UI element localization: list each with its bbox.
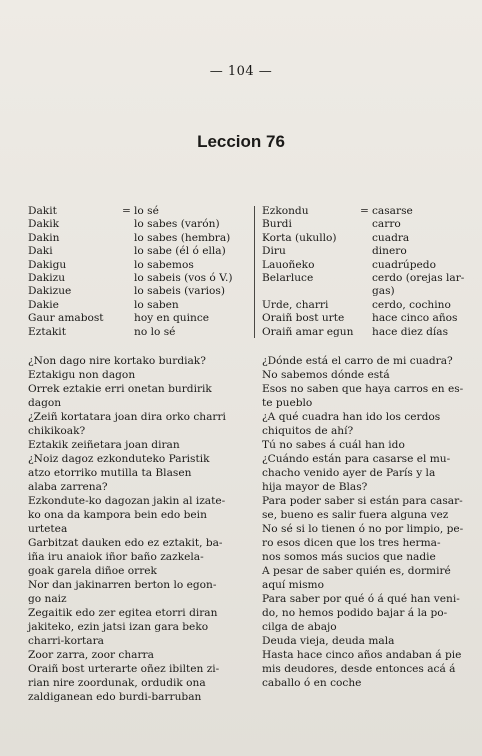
- sentence-line: alaba zarrena?: [28, 481, 108, 493]
- sentence-line: urtetea: [28, 523, 68, 535]
- vocab-row: [28, 299, 248, 312]
- sentence-line: Ezkondute-ko dagozan jakin al izate-: [28, 495, 226, 507]
- sentence: [28, 410, 247, 438]
- vocab-equals: [360, 299, 372, 312]
- vocab-meaning: cerdo (orejas lar-: [372, 272, 465, 285]
- sentence-line: chikikoak?: [28, 425, 86, 437]
- sentence-line: No sé si lo tienen ó no por limpio, pe-: [262, 523, 464, 535]
- sentences-spanish: [262, 354, 472, 690]
- sentence: [28, 494, 247, 536]
- sentence-line: Zoor zarra, zoor charra: [28, 649, 154, 661]
- sentence-line: zaldiganean edo burdi-barruban: [28, 691, 202, 703]
- sentence: [262, 648, 472, 690]
- vocab-row: [262, 205, 472, 218]
- sentence-line: Oraiñ bost urterarte oñez ibilten zi-: [28, 663, 220, 675]
- vocab-equals: [122, 245, 134, 258]
- vocab-meaning: lo saben: [134, 298, 179, 311]
- sentence: [262, 368, 472, 382]
- sentence-line: Para poder saber si están para casar-: [262, 495, 463, 507]
- vocab-term: Dakit: [28, 205, 57, 217]
- sentence-line: do, no hemos podido bajar á la po-: [262, 607, 448, 619]
- sentence-line: ¿Cuándo están para casarse el mu-: [262, 453, 451, 465]
- sentence-line: aquí mismo: [262, 579, 324, 591]
- vocab-row: [28, 272, 248, 285]
- sentence-line: chiquitos de ahí?: [262, 425, 354, 437]
- sentence-line: nos somos más sucios que nadie: [262, 551, 436, 563]
- vocab-meaning: lo sabeis (varios): [134, 285, 225, 298]
- sentence-line: goak garela diñoe orrek: [28, 565, 157, 577]
- sentence: [262, 634, 472, 648]
- vocab-term: Dakizu: [28, 272, 66, 285]
- sentence-line: rian nire zoordunak, ordudik ona: [28, 677, 206, 689]
- sentence-line: ro esos dicen que los tres herma-: [262, 537, 441, 549]
- sentence: [28, 368, 247, 382]
- lesson-title: Leccion 76: [197, 132, 285, 151]
- sentence-line: chacho venido ayer de París y la: [262, 467, 436, 479]
- sentence: [262, 410, 472, 438]
- sentence-line: ¿Noiz dagoz ezkonduteko Paristik: [28, 453, 210, 465]
- vocab-term: [262, 285, 360, 298]
- vocab-meaning: lo sé: [134, 205, 159, 217]
- sentence-line: Deuda vieja, deuda mala: [262, 635, 395, 647]
- sentence-line: Zegaitik edo zer egitea etorri diran: [28, 607, 218, 619]
- vocab-term: Belarluce: [262, 272, 314, 285]
- sentence: [28, 452, 247, 494]
- vocab-row: [28, 218, 248, 231]
- vocab-term: Urde, charri: [262, 298, 329, 311]
- vocab-equals: [122, 218, 134, 231]
- vocab-row: [262, 259, 472, 272]
- vocab-term: Oraiñ amar egun: [262, 325, 354, 338]
- sentence: [262, 452, 472, 494]
- sentence-line: ¿Zeiñ kortatara joan dira orko charri: [28, 411, 226, 423]
- vocab-equals: [122, 299, 134, 312]
- sentence-line: dagon: [28, 397, 62, 409]
- sentence: [28, 648, 247, 662]
- vocab-meaning: hace cinco años: [372, 312, 458, 325]
- sentence-line: hija mayor de Blas?: [262, 481, 368, 493]
- page-number: — 104 —: [209, 64, 273, 79]
- vocab-equals: [360, 245, 372, 258]
- vocab-meaning: lo sabeis (vos ó V.): [134, 272, 233, 285]
- vocab-row: [28, 205, 248, 218]
- vocab-term: Korta (ukullo): [262, 231, 337, 244]
- vocab-meaning: lo sabes (hembra): [134, 231, 231, 244]
- vocab-meaning: hoy en quince: [134, 312, 210, 325]
- vocab-term: Eztakit: [28, 325, 66, 338]
- sentence: [28, 536, 247, 578]
- sentence: [28, 382, 247, 410]
- column-divider: [254, 206, 255, 338]
- vocab-term: Dakizue: [28, 285, 72, 298]
- vocab-term: Dakigu: [28, 258, 67, 271]
- sentence-line: Esos no saben que haya carros en es-: [262, 383, 464, 395]
- vocab-meaning: carro: [372, 218, 401, 231]
- sentence-line: A pesar de saber quién es, dormiré: [262, 565, 451, 577]
- sentence-line: charri-kortara: [28, 635, 104, 647]
- vocab-term: Ezkondu: [262, 205, 309, 217]
- vocab-term: Oraiñ bost urte: [262, 312, 345, 325]
- sentence-line: te pueblo: [262, 397, 313, 409]
- sentence-line: ¿Non dago nire kortako burdiak?: [28, 355, 206, 367]
- sentence: [28, 354, 247, 368]
- vocab-row: [262, 245, 472, 258]
- vocab-term: Gaur amabost: [28, 312, 104, 325]
- vocab-equals: =: [360, 205, 369, 217]
- vocab-meaning: cuadra: [372, 231, 410, 244]
- vocab-equals: [122, 285, 134, 298]
- sentence-line: ko ona da kampora bein edo bein: [28, 509, 207, 521]
- vocab-equals: [360, 285, 372, 298]
- vocab-meaning: hace diez días: [372, 325, 449, 338]
- sentence-line: go naiz: [28, 593, 67, 605]
- vocab-row: [28, 312, 248, 325]
- sentence-line: mis deudores, desde entonces acá á: [262, 663, 456, 675]
- vocab-row: [262, 218, 472, 231]
- vocab-equals: [360, 218, 372, 231]
- sentence: [28, 606, 247, 648]
- vocab-row: [28, 245, 248, 258]
- sentence-line: Nor dan jakinarren berton lo egon-: [28, 579, 217, 591]
- vocab-equals: =: [122, 205, 131, 217]
- sentence-line: Orrek eztakie erri onetan burdirik: [28, 383, 212, 395]
- vocabulary-list-basque-right: [262, 205, 472, 339]
- vocab-meaning: cuadrúpedo: [372, 258, 436, 271]
- vocab-row: [28, 259, 248, 272]
- vocab-row: [262, 299, 472, 312]
- sentence: [28, 662, 247, 704]
- vocab-equals: [360, 312, 372, 325]
- sentence: [262, 564, 472, 592]
- sentence-line: ¿A qué cuadra han ido los cerdos: [262, 411, 441, 423]
- sentence: [262, 522, 472, 564]
- vocab-row: [28, 326, 248, 339]
- sentence-line: Hasta hace cinco años andaban á pie: [262, 649, 462, 661]
- vocab-meaning: cerdo, cochino: [372, 298, 451, 311]
- vocab-term: Lauoñeko: [262, 258, 315, 271]
- vocab-term: Diru: [262, 245, 286, 258]
- vocab-term: Dakie: [28, 298, 59, 311]
- vocab-equals: [122, 232, 134, 245]
- vocab-equals: [122, 312, 134, 325]
- sentence: [262, 438, 472, 452]
- vocab-equals: [360, 259, 372, 272]
- vocab-equals: [122, 326, 134, 339]
- sentence-line: cilga de abajo: [262, 621, 337, 633]
- sentence: [28, 438, 247, 452]
- vocab-meaning: lo sabemos: [134, 258, 194, 271]
- vocab-term: Dakin: [28, 231, 60, 244]
- sentence-line: No sabemos dónde está: [262, 369, 390, 381]
- vocab-meaning: dinero: [372, 245, 407, 258]
- sentence-line: Eztakik zeiñetara joan diran: [28, 439, 180, 451]
- sentence: [262, 494, 472, 522]
- vocab-equals: [122, 272, 134, 285]
- sentence-line: se, bueno es salir fuera alguna vez: [262, 509, 449, 521]
- sentence: [262, 592, 472, 634]
- sentence-line: Garbitzat dauken edo ez eztakit, ba-: [28, 537, 223, 549]
- vocab-row: [262, 272, 472, 285]
- vocab-equals: [122, 259, 134, 272]
- vocab-meaning: lo sabe (él ó ella): [134, 245, 226, 258]
- vocab-row: [28, 285, 248, 298]
- sentence-line: atzo etorriko mutilla ta Blasen: [28, 467, 192, 479]
- sentence: [262, 382, 472, 410]
- sentence-line: ¿Dónde está el carro de mi cuadra?: [262, 355, 453, 367]
- sentence: [28, 578, 247, 606]
- sentence-line: iña iru anaiok iñor baño zazkela-: [28, 551, 204, 563]
- sentence-line: Para saber por qué ó á qué han veni-: [262, 593, 460, 605]
- vocab-equals: [360, 232, 372, 245]
- vocab-meaning: no lo sé: [134, 325, 176, 338]
- vocab-term: Burdi: [262, 218, 292, 231]
- vocab-row: [28, 232, 248, 245]
- vocab-meaning: gas): [372, 285, 395, 298]
- vocab-meaning: lo sabes (varón): [134, 218, 220, 231]
- vocab-equals: [360, 326, 372, 339]
- vocab-term: Dakik: [28, 218, 60, 231]
- vocab-equals: [360, 272, 372, 285]
- vocab-term: Daki: [28, 245, 53, 258]
- sentence-line: Tú no sabes á cuál han ido: [262, 439, 405, 451]
- vocab-row: [262, 312, 472, 325]
- vocab-row: [262, 232, 472, 245]
- sentence-line: jakiteko, ezin jatsi izan gara beko: [28, 621, 209, 633]
- sentence: [262, 354, 472, 368]
- sentence-line: Eztakigu non dagon: [28, 369, 136, 381]
- vocab-row: [262, 285, 472, 298]
- vocab-meaning: casarse: [372, 205, 413, 217]
- sentence-line: caballo ó en coche: [262, 677, 362, 689]
- vocabulary-list-basque-left: [28, 205, 248, 339]
- vocab-row: [262, 326, 472, 339]
- sentences-basque: [28, 354, 247, 704]
